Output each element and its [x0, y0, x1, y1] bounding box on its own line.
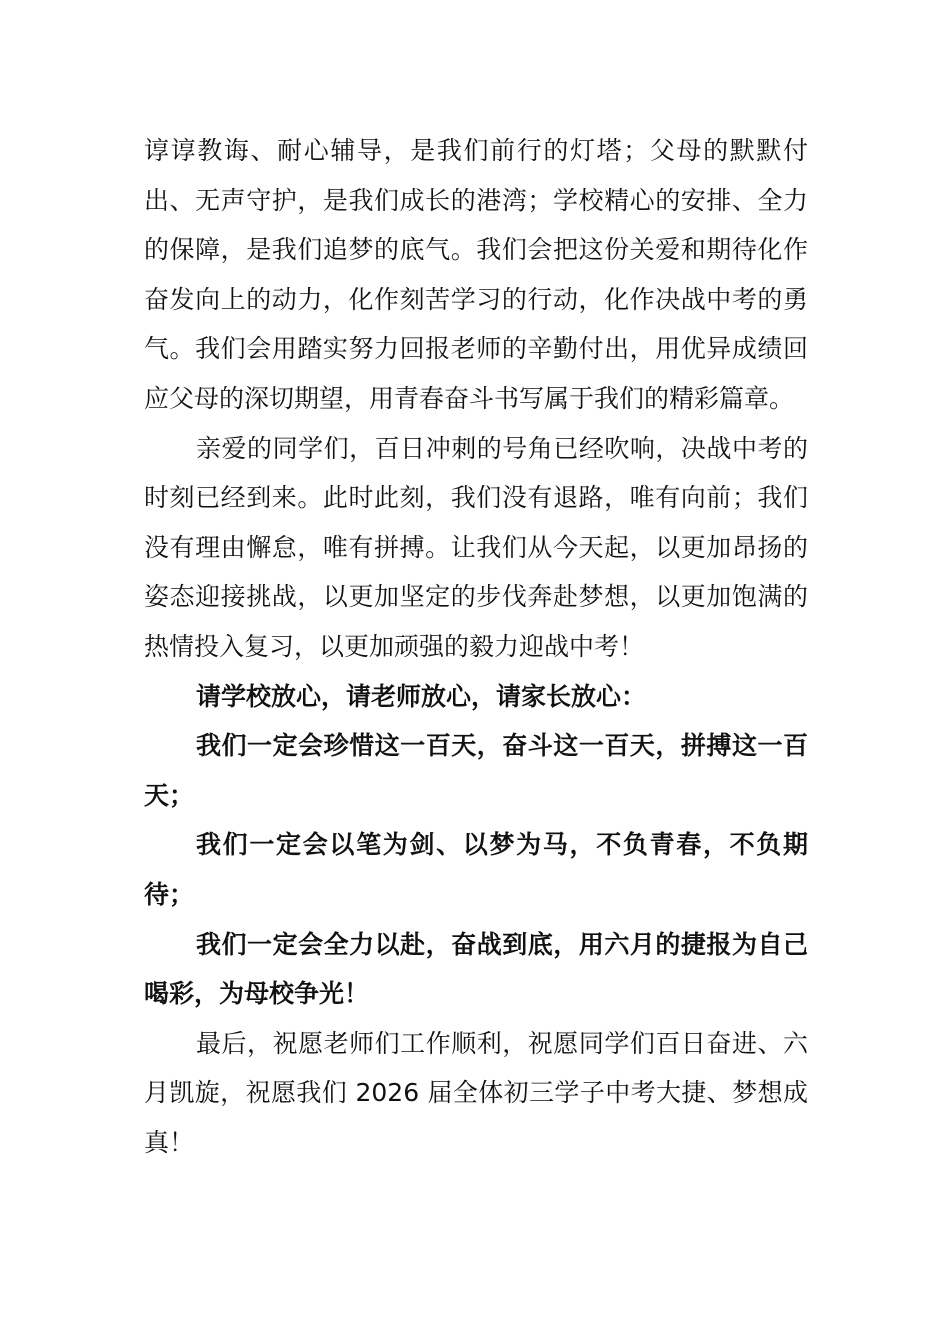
- document-body: [144, 126, 808, 1167]
- paragraph-pledge-2: 我们一定会以笔为剑、以梦为马，不负青春，不负期待；: [144, 830, 808, 909]
- paragraph-pledge-3: 我们一定会全力以赴，奋战到底，用六月的捷报为自己喝彩，为母校争光！: [144, 929, 808, 1009]
- paragraph-closing-wishes: 最后，祝愿老师们工作顺利，祝愿同学们百日奋进、六月凯旋，祝愿我们 2026 届全体初三学子中考大捷、梦想成真！: [144, 1028, 808, 1157]
- paragraph-pledge-1: 我们一定会珍惜这一百天，奋斗这一百天，拼搏这一百天；: [144, 731, 808, 810]
- paragraph-pledge-intro: 请学校放心，请老师放心，请家长放心：: [196, 681, 647, 711]
- paragraph-thanks: 谆谆教诲、耐心辅导，是我们前行的灯塔；父母的默默付出、无声守护，是我们成长的港湾；学校精心的安排、全力的保障，是我们追梦的底气。我们会把这份关爱和期待化作奋发向上的动力，化作刻苦学习的行动，化作决战中考的勇气。我们会用踏实努力回报老师的辛勤付出，用优异成绩回应父母的深切期望，用青春奋斗书写属于我们的精彩篇章。: [144, 136, 808, 413]
- paragraph-call-to-action: 亲爱的同学们，百日冲刺的号角已经吹响，决战中考的时刻已经到来。此时此刻，我们没有退路，唯有向前；我们没有理由懈怠，唯有拼搏。让我们从今天起，以更加昂扬的姿态迎接挑战，以更加坚定的步伐奔赴梦想，以更加饱满的热情投入复习，以更加顽强的毅力迎战中考！: [144, 433, 808, 661]
